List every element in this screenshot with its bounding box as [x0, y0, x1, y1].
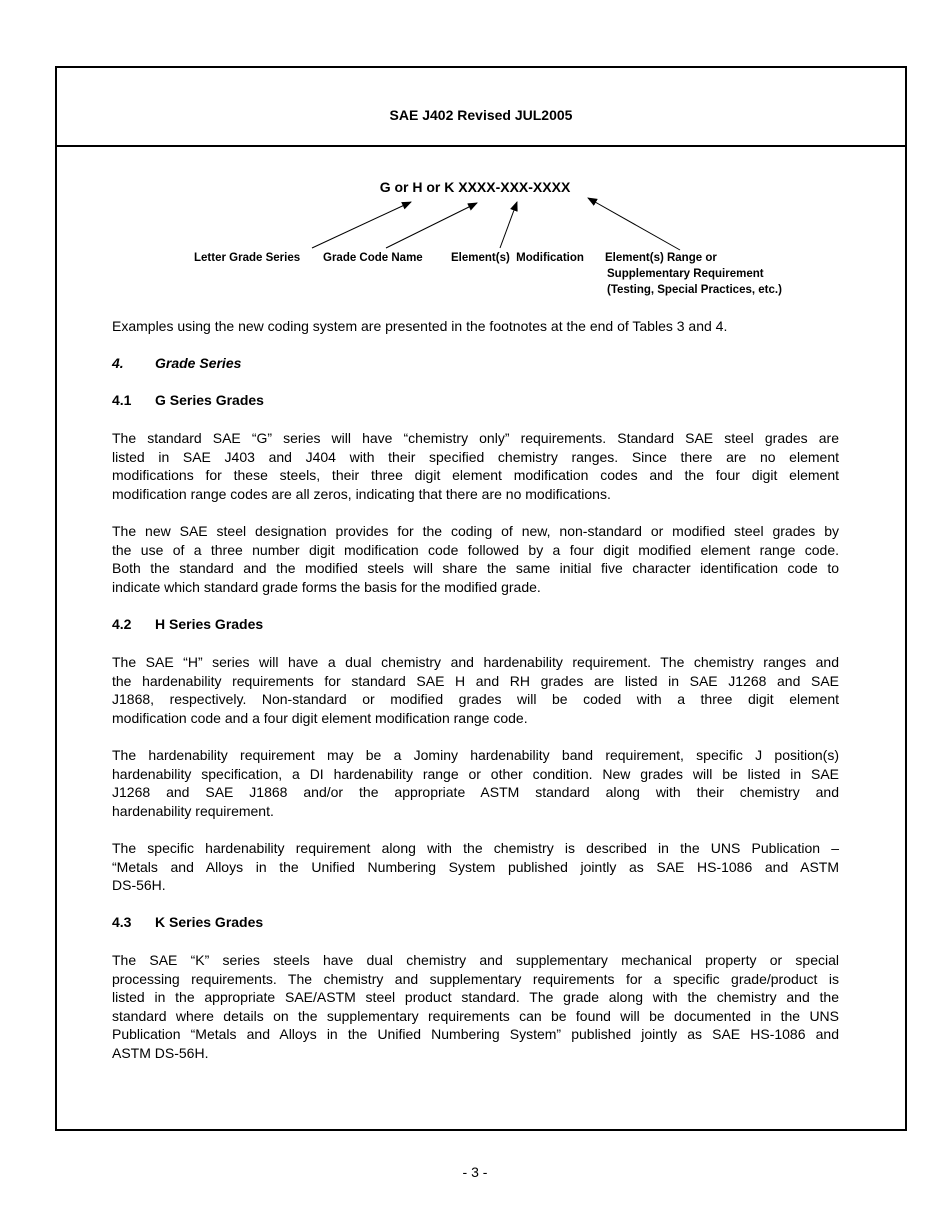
section-4-1-heading [112, 392, 264, 408]
section-4-2-heading [112, 616, 263, 632]
text-line: “Metals and Alloys in the Unified Numbering System published jointly as SAE HS-1086 and ASTM [112, 858, 839, 875]
text-line: Publication “Metals and Alloys in the Unified Numbering System” published jointly as SAE HS-1086 and [112, 1026, 839, 1043]
text-line: modifications for these steels, their three digit element modification codes and the four digit element [112, 467, 839, 484]
text-line: listed in SAE J403 and J404 with their specified chemistry ranges. Since there are no element [112, 448, 839, 465]
designation-code: G or H or K XXXX-XXX-XXXX [379, 179, 571, 195]
text-line: modification range codes are all zeros, indicating that there are no modifications. [112, 485, 611, 502]
section-4-heading [112, 355, 241, 371]
text-line: The SAE “K” series steels have dual chemistry and supplementary mechanical property or special [112, 952, 839, 968]
section-title: K Series Grades [155, 914, 264, 930]
paragraph-4-2-b [112, 746, 839, 820]
page-number: - 3 - [462, 1164, 488, 1180]
text-line: processing requirements. The chemistry and supplementary requirements for a specific grade/product is [112, 970, 839, 987]
text-line: J1868, respectively. Non-standard or modified grades will be coded with a three digit element [112, 691, 839, 708]
arrow-letter-grade [312, 202, 411, 248]
arrow-element-range [588, 198, 680, 250]
section-4-3-heading [112, 914, 263, 930]
text-line: modification code and a four digit element modification range code. [112, 709, 528, 726]
section-number: 4.1 [112, 392, 132, 408]
text-line: indicate which standard grade forms the basis for the modified grade. [112, 578, 541, 595]
section-title: H Series Grades [155, 616, 264, 632]
document-title: SAE J402 Revised JUL2005 [389, 107, 573, 123]
paragraph-4-2-a [112, 653, 839, 727]
text-line: DS-56H. [112, 877, 166, 894]
text-line: ASTM DS-56H. [112, 1044, 209, 1061]
text-line: standard where details on the supplementary requirements can be found will be documented in the UNS [112, 1007, 839, 1024]
section-number: 4.2 [112, 616, 132, 632]
text-line: The specific hardenability requirement along with the chemistry is described in the UNS Publication – [112, 840, 839, 856]
text-line: the use of a three number digit modification code followed by a four digit modified element range code. [112, 541, 839, 558]
paragraph-4-2-c [112, 839, 839, 895]
text-line: The SAE “H” series will have a dual chemistry and hardenability requirement. The chemistry ranges and [112, 654, 839, 670]
label-grade-code-name: Grade Code Name [323, 252, 423, 264]
text-line: The standard SAE “G” series will have “chemistry only” requirements. Standard SAE steel grades are [112, 430, 839, 446]
label-range-line3: (Testing, Special Practices, etc.) [607, 284, 782, 296]
label-element-modification: Element(s) Modification [451, 252, 584, 264]
section-title: G Series Grades [155, 392, 264, 408]
label-letter-grade-series: Letter Grade Series [194, 252, 301, 264]
text-line: listed in the appropriate SAE/ASTM steel product standard. The grade along with the chemistry and the [112, 989, 839, 1006]
intro-paragraph: Examples using the new coding system are presented in the footnotes at the end of Tables 3 and 4. [112, 318, 728, 334]
paragraph-4-1-b [112, 522, 839, 596]
text-line: The new SAE steel designation provides for the coding of new, non-standard or modified steel grades by [112, 523, 839, 539]
text-line: The hardenability requirement may be a Jominy hardenability band requirement, specific J position(s) [112, 747, 839, 763]
label-range-line2: Supplementary Requirement [607, 268, 764, 280]
paragraph-4-1-a [112, 429, 839, 503]
section-number: 4.3 [112, 914, 132, 930]
text-line: hardenability specification, a DI hardenability range or other condition. New grades will be listed in SAE [112, 765, 839, 782]
label-range-line1: Element(s) Range or [605, 252, 717, 264]
section-number: 4. [112, 355, 124, 371]
text-line: hardenability requirement. [112, 802, 274, 819]
paragraph-4-3-a [112, 951, 839, 1063]
text-line: J1268 and SAE J1868 and/or the appropriate ASTM standard along with their chemistry and [112, 784, 839, 801]
section-title: Grade Series [155, 355, 242, 371]
arrow-element-mod [500, 202, 517, 248]
text-line: Both the standard and the modified steels will share the same initial five character identification code to [112, 560, 839, 577]
arrow-grade-code [386, 203, 477, 248]
text-line: the hardenability requirements for standard SAE H and RH grades are listed in SAE J1268 and SAE [112, 672, 839, 689]
